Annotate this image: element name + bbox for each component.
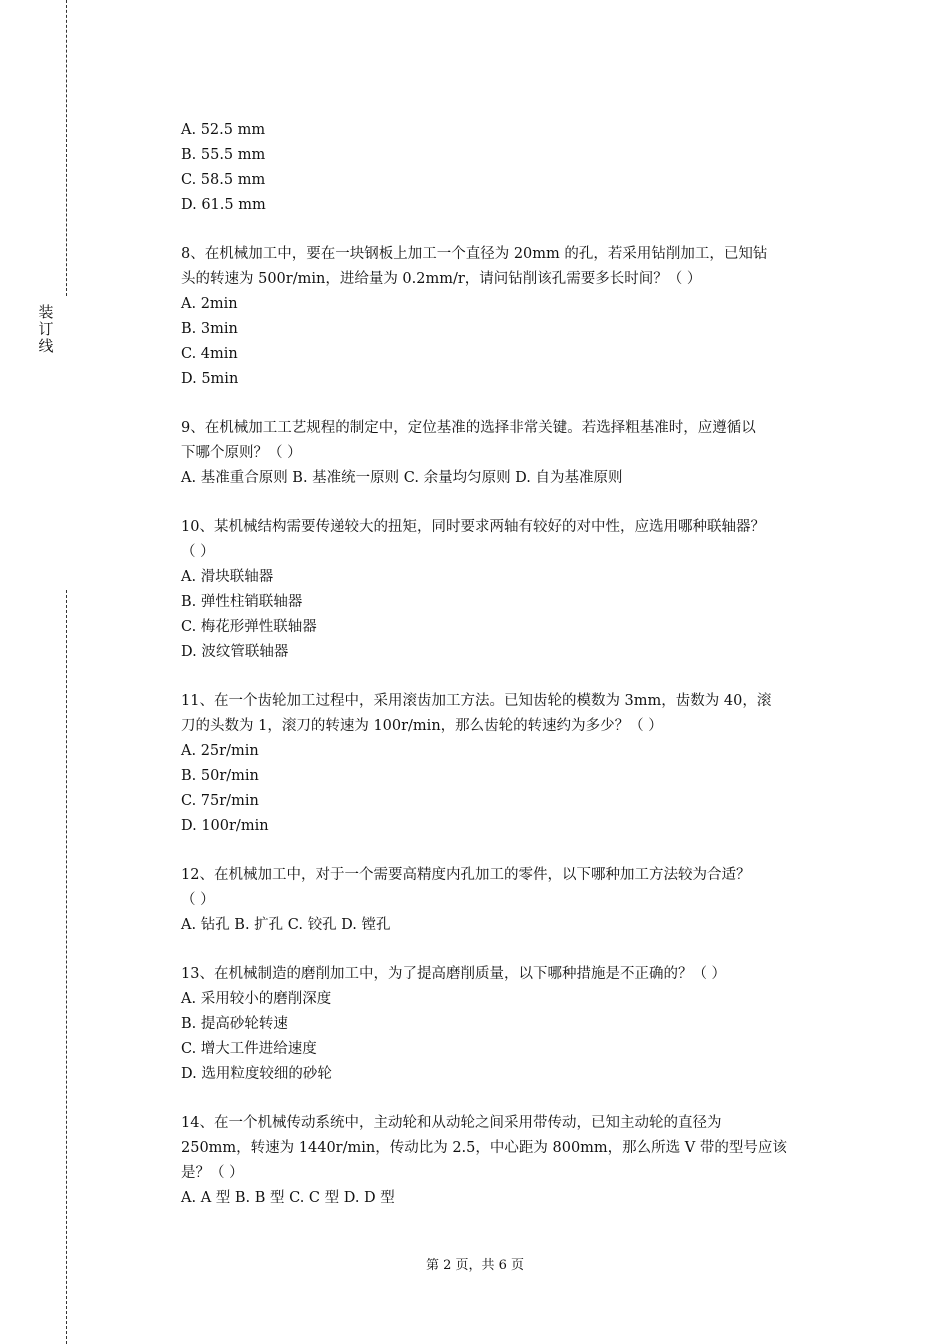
question-stem: 下哪个原则？（ ） bbox=[181, 445, 302, 461]
question-stem: 250mm，转速为 1440r/min，传动比为 2.5，中心距为 800mm，那么所选 V 带的型号应该 bbox=[181, 1140, 787, 1156]
option-line: C. 4min bbox=[181, 346, 238, 362]
question-content bbox=[181, 118, 851, 1211]
option-line: A. A 型 B. B 型 C. C 型 D. D 型 bbox=[181, 1190, 395, 1206]
question-14 bbox=[181, 1111, 851, 1211]
question-13 bbox=[181, 962, 851, 1087]
option-line: D. 波纹管联轴器 bbox=[181, 644, 289, 660]
option-line: A. 基准重合原则 B. 基准统一原则 C. 余量均匀原则 D. 自为基准原则 bbox=[181, 470, 623, 486]
option-line: A. 25r/min bbox=[181, 743, 259, 759]
question-stem: 10、某机械结构需要传递较大的扭矩，同时要求两轴有较好的对中性，应选用哪种联轴器？ bbox=[181, 519, 765, 535]
option-line: B. 提高砂轮转速 bbox=[181, 1016, 288, 1032]
question-stem: 9、在机械加工工艺规程的制定中，定位基准的选择非常关键。若选择粗基准时，应遵循以 bbox=[181, 420, 756, 436]
option-line: C. 58.5 mm bbox=[181, 172, 266, 188]
question-stem: 是？（ ） bbox=[181, 1165, 244, 1181]
option-line: B. 55.5 mm bbox=[181, 147, 266, 163]
option-line: D. 61.5 mm bbox=[181, 197, 266, 213]
question-stem: 11、在一个齿轮加工过程中，采用滚齿加工方法。已知齿轮的模数为 3mm，齿数为 40，滚 bbox=[181, 693, 772, 709]
question-stem: （ ） bbox=[181, 544, 215, 560]
lead-options bbox=[181, 118, 851, 218]
option-line: C. 增大工件进给速度 bbox=[181, 1041, 317, 1057]
question-stem: 8、在机械加工中，要在一块钢板上加工一个直径为 20mm 的孔，若采用钻削加工，已知钻 bbox=[181, 246, 768, 262]
option-line: B. 50r/min bbox=[181, 768, 259, 784]
option-line: A. 2min bbox=[181, 296, 238, 312]
option-line: C. 75r/min bbox=[181, 793, 259, 809]
question-stem: 12、在机械加工中，对于一个需要高精度内孔加工的零件，以下哪种加工方法较为合适？ bbox=[181, 867, 751, 883]
option-line: A. 52.5 mm bbox=[181, 122, 266, 138]
option-line: A. 钻孔 B. 扩孔 C. 铰孔 D. 镗孔 bbox=[181, 917, 391, 933]
binding-label: 装订线 bbox=[38, 303, 54, 355]
binding-line-top bbox=[66, 0, 67, 296]
question-10 bbox=[181, 515, 851, 665]
question-stem: 13、在机械制造的磨削加工中，为了提高磨削质量，以下哪种措施是不正确的？（ ） bbox=[181, 966, 727, 982]
option-line: A. 采用较小的磨削深度 bbox=[181, 991, 332, 1007]
question-12 bbox=[181, 863, 851, 938]
option-line: A. 滑块联轴器 bbox=[181, 569, 274, 585]
binding-line-bottom bbox=[66, 590, 67, 1344]
option-line: C. 梅花形弹性联轴器 bbox=[181, 619, 317, 635]
option-line: B. 弹性柱销联轴器 bbox=[181, 594, 303, 610]
question-stem: （ ） bbox=[181, 892, 215, 908]
question-11 bbox=[181, 689, 851, 839]
option-line: B. 3min bbox=[181, 321, 238, 337]
option-line: D. 选用粒度较细的砂轮 bbox=[181, 1066, 332, 1082]
question-9 bbox=[181, 416, 851, 491]
question-stem: 头的转速为 500r/min，进给量为 0.2mm/r，请问钻削该孔需要多长时间？（ ） bbox=[181, 271, 702, 287]
question-stem: 刀的头数为 1，滚刀的转速为 100r/min，那么齿轮的转速约为多少？（ ） bbox=[181, 718, 663, 734]
option-line: D. 5min bbox=[181, 371, 239, 387]
question-stem: 14、在一个机械传动系统中，主动轮和从动轮之间采用带传动，已知主动轮的直径为 bbox=[181, 1115, 722, 1131]
option-line: D. 100r/min bbox=[181, 818, 269, 834]
page-footer: 第 2 页，共 6 页 bbox=[425, 1258, 525, 1273]
question-8 bbox=[181, 242, 851, 392]
